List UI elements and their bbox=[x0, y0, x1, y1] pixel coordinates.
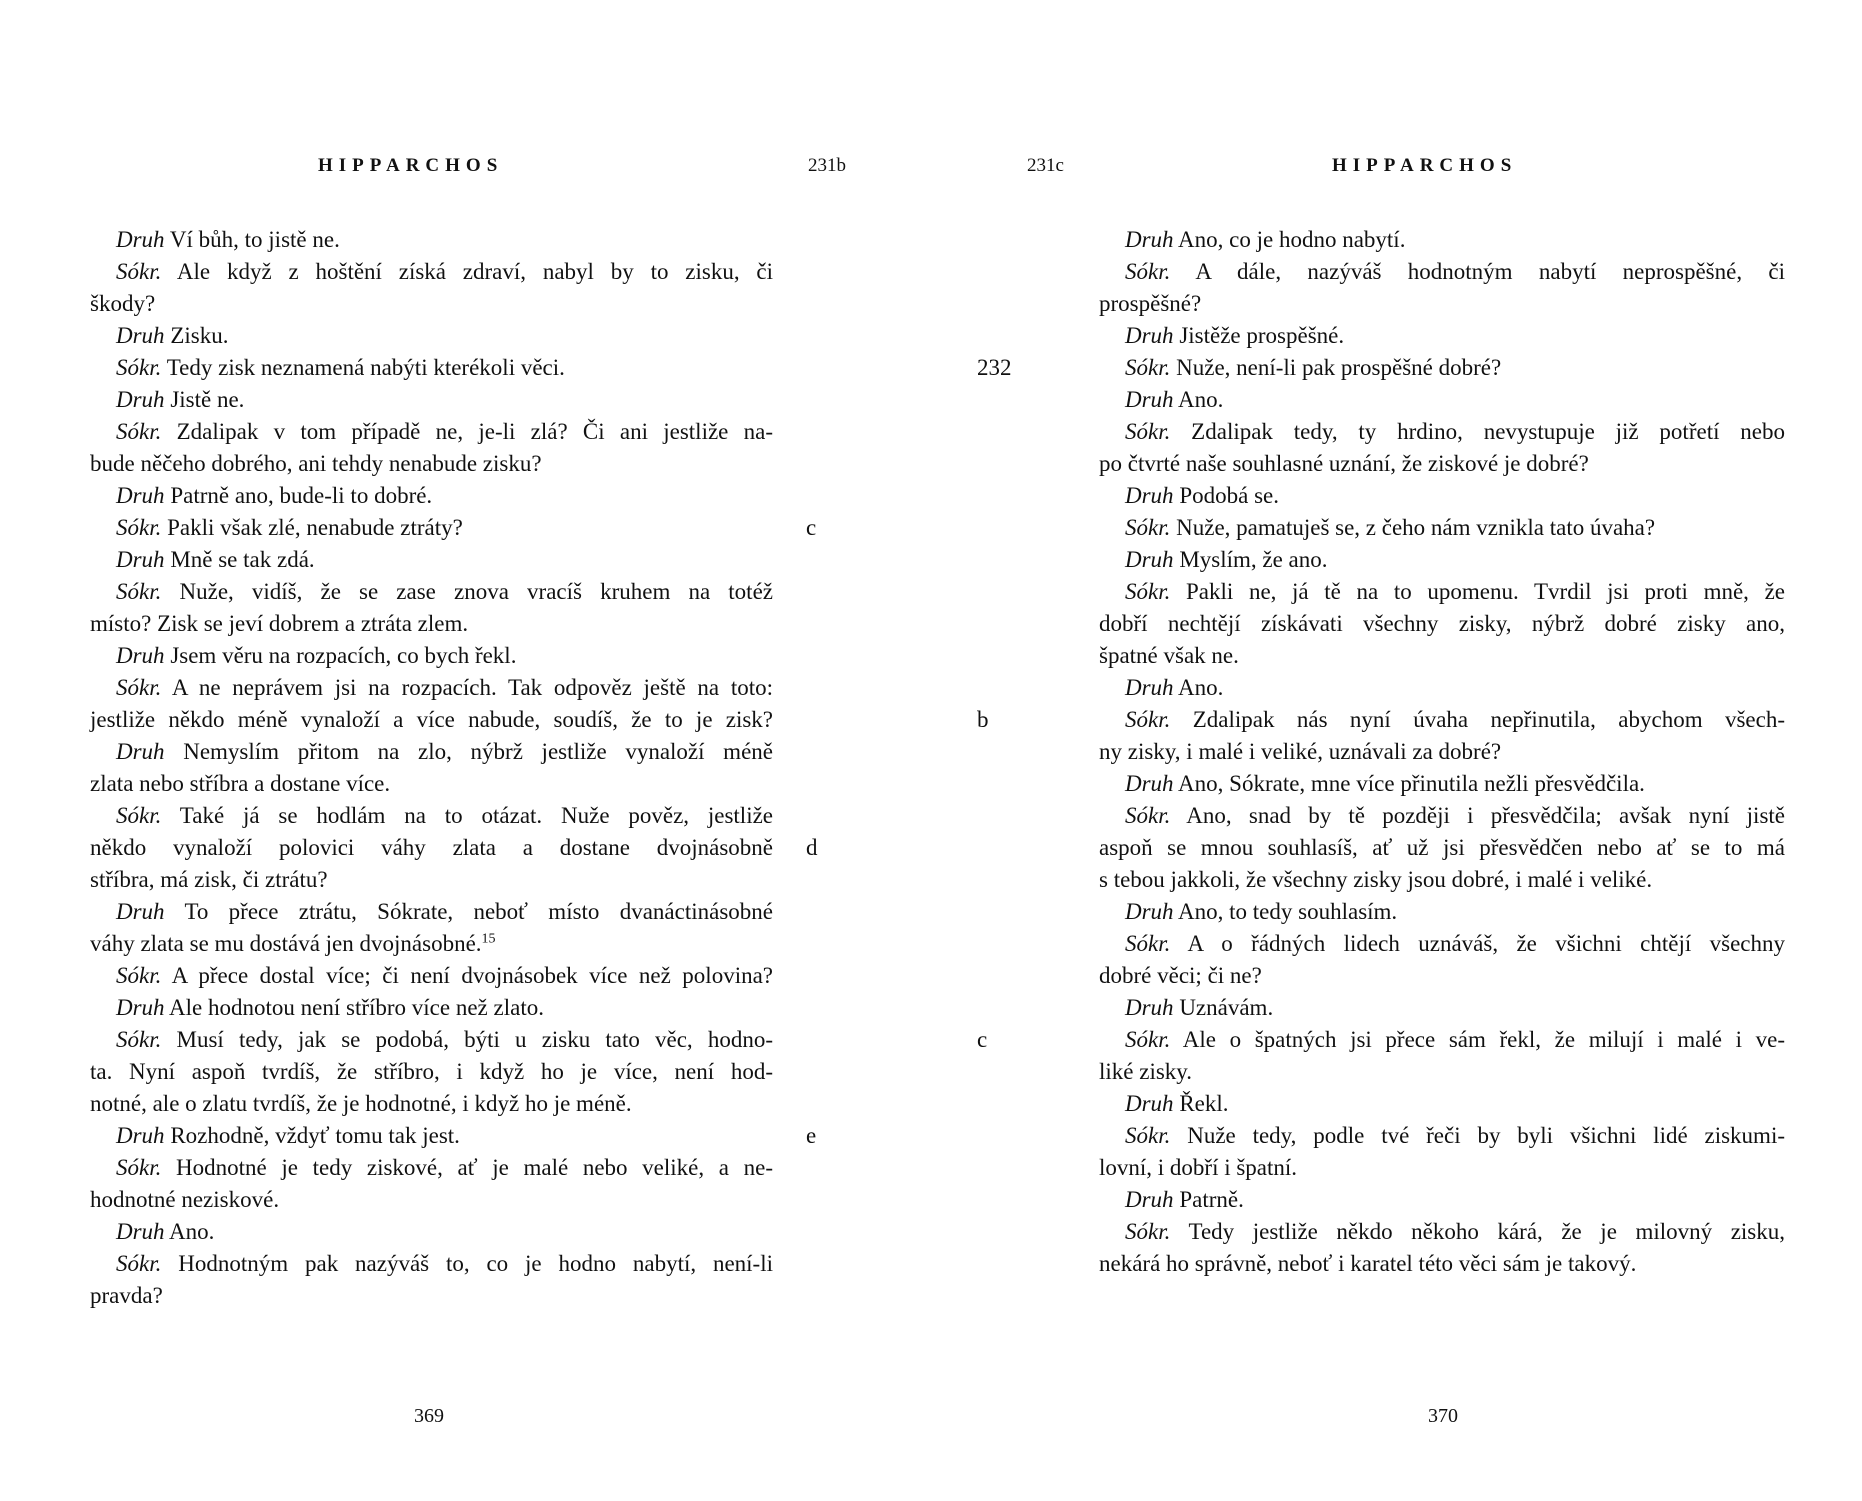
text-line bbox=[90, 320, 773, 352]
text-line bbox=[1099, 960, 1785, 992]
text-line bbox=[90, 448, 773, 480]
text-line bbox=[1099, 224, 1785, 256]
speaker-name: Druh bbox=[116, 995, 165, 1020]
speaker-name: Druh bbox=[1125, 483, 1174, 508]
text-line bbox=[90, 704, 773, 736]
text-line bbox=[1099, 384, 1785, 416]
text-line bbox=[1099, 800, 1785, 832]
speaker-name: Druh bbox=[116, 483, 165, 508]
stephanus-margin-marker: 232 bbox=[977, 355, 1012, 380]
line-text: pravda? bbox=[90, 1283, 163, 1308]
text-line bbox=[1099, 1216, 1785, 1248]
line-text: Ano. bbox=[164, 1219, 215, 1244]
text-line bbox=[90, 480, 773, 512]
line-text: škody? bbox=[90, 291, 156, 316]
dialogue-text bbox=[90, 224, 818, 1312]
line-text: Pakli však zlé, nenabude ztráty? bbox=[161, 515, 463, 540]
speaker-name: Druh bbox=[1125, 771, 1174, 796]
line-text: Hodnotné je tedy ziskové, ať je malé nebo veliké, a ne- bbox=[161, 1155, 773, 1180]
text-line bbox=[90, 800, 773, 832]
text-line bbox=[1099, 1056, 1785, 1088]
page-number: 369 bbox=[414, 1405, 444, 1427]
text-line bbox=[1099, 1248, 1785, 1280]
speaker-name: Sókr. bbox=[1125, 1027, 1171, 1052]
line-text: Ano, snad by tě později i přesvědčila; avšak nyní jistě bbox=[1170, 803, 1785, 828]
line-text: Uznávám. bbox=[1173, 995, 1274, 1020]
line-text: Hodnotným pak nazýváš to, co je hodno nabytí, není-li bbox=[161, 1251, 773, 1276]
line-text: dobří nechtějí získávati všechny zisky, nýbrž dobré zisky ano, bbox=[1099, 611, 1785, 636]
speaker-name: Sókr. bbox=[116, 355, 162, 380]
text-line bbox=[90, 832, 818, 864]
line-text: váhy zlata se mu dostává jen dvojnásobné. bbox=[90, 931, 482, 956]
text-line bbox=[1099, 736, 1785, 768]
stephanus-marker: 231c bbox=[1027, 155, 1064, 176]
text-line bbox=[1099, 1184, 1785, 1216]
page-number: 370 bbox=[1428, 1405, 1458, 1427]
text-line bbox=[90, 1280, 773, 1312]
line-text: Zdalipak tedy, ty hrdino, nevystupuje již potřetí nebo bbox=[1170, 419, 1785, 444]
text-line bbox=[1099, 448, 1785, 480]
line-text: Mně se tak zdá. bbox=[164, 547, 315, 572]
text-line bbox=[1099, 320, 1785, 352]
text-line bbox=[1099, 992, 1785, 1024]
text-line bbox=[1099, 864, 1785, 896]
stephanus-margin-marker: d bbox=[806, 835, 818, 860]
speaker-name: Sókr. bbox=[1125, 931, 1171, 956]
text-line bbox=[90, 736, 773, 768]
line-text: Zdalipak nás nyní úvaha nepřinutila, abychom všech- bbox=[1170, 707, 1785, 732]
text-line bbox=[90, 768, 773, 800]
text-line bbox=[1099, 576, 1785, 608]
line-text: s tebou jakkoli, že všechny zisky jsou dobré, i malé i veliké. bbox=[1099, 867, 1653, 892]
line-text: Nuže, pamatuješ se, z čeho nám vznikla tato úvaha? bbox=[1170, 515, 1656, 540]
line-text: prospěšné? bbox=[1099, 291, 1202, 316]
speaker-name: Sókr. bbox=[1125, 355, 1171, 380]
speaker-name: Druh bbox=[116, 547, 165, 572]
line-text: Nemyslím přitom na zlo, nýbrž jestliže vynaloží méně bbox=[164, 739, 773, 764]
text-line bbox=[1099, 640, 1785, 672]
text-line bbox=[90, 608, 773, 640]
line-text: někdo vynaloží polovici váhy zlata a dostane dvojnásobně bbox=[90, 835, 773, 860]
speaker-name: Sókr. bbox=[116, 1027, 162, 1052]
text-line bbox=[1099, 1088, 1785, 1120]
line-text: Ano. bbox=[1173, 675, 1224, 700]
text-line bbox=[977, 704, 1785, 736]
line-text: Zisku. bbox=[164, 323, 229, 348]
text-line bbox=[90, 544, 773, 576]
text-line bbox=[90, 928, 773, 960]
speaker-name: Sókr. bbox=[116, 1251, 162, 1276]
speaker-name: Druh bbox=[1125, 675, 1174, 700]
line-text: Jistě ne. bbox=[164, 387, 245, 412]
text-line bbox=[90, 960, 773, 992]
line-text: A dále, nazýváš hodnotným nabytí neprospěšné, či bbox=[1170, 259, 1785, 284]
text-line bbox=[90, 1088, 773, 1120]
text-line bbox=[1099, 1120, 1785, 1152]
speaker-name: Druh bbox=[1125, 1187, 1174, 1212]
text-line bbox=[90, 224, 773, 256]
text-line bbox=[1099, 608, 1785, 640]
text-line bbox=[90, 512, 817, 544]
line-text: Ví bůh, to jistě ne. bbox=[164, 227, 340, 252]
line-text: ny zisky, i malé i veliké, uznávali za dobré? bbox=[1099, 739, 1502, 764]
text-line bbox=[90, 384, 773, 416]
speaker-name: Druh bbox=[116, 387, 165, 412]
running-head: HIPPARCHOS bbox=[318, 155, 504, 176]
text-line bbox=[977, 352, 1785, 384]
line-text: To přece ztrátu, Sókrate, neboť místo dvanáctinásobné bbox=[164, 899, 773, 924]
line-text: Ano. bbox=[1173, 387, 1224, 412]
speaker-name: Sókr. bbox=[1125, 515, 1171, 540]
text-line bbox=[977, 1024, 1785, 1056]
text-line bbox=[90, 1216, 773, 1248]
line-text: Patrně ano, bude-li to dobré. bbox=[164, 483, 433, 508]
line-text: nekárá ho správně, neboť i karatel této věci sám je takový. bbox=[1099, 1251, 1637, 1276]
line-text: notné, ale o zlatu tvrdíš, že je hodnotné, i když ho je méně. bbox=[90, 1091, 632, 1116]
speaker-name: Sókr. bbox=[1125, 1219, 1171, 1244]
speaker-name: Druh bbox=[116, 643, 165, 668]
speaker-name: Druh bbox=[1125, 323, 1174, 348]
line-text: hodnotné neziskové. bbox=[90, 1187, 280, 1212]
line-text: liké zisky. bbox=[1099, 1059, 1193, 1084]
line-text: Jistěže prospěšné. bbox=[1173, 323, 1345, 348]
speaker-name: Sókr. bbox=[116, 579, 162, 604]
line-text: Nuže tedy, podle tvé řeči by byli všichni lidé ziskumi- bbox=[1170, 1123, 1785, 1148]
line-text: Nuže, vidíš, že se zase znova vracíš kruhem na totéž bbox=[161, 579, 773, 604]
text-line bbox=[90, 288, 773, 320]
text-line bbox=[90, 256, 773, 288]
line-text: Zdalipak v tom případě ne, je-li zlá? Či ani jestliže na- bbox=[161, 419, 773, 444]
line-text: ta. Nyní aspoň tvrdíš, že stříbro, i když ho je více, není hod- bbox=[90, 1059, 773, 1084]
speaker-name: Sókr. bbox=[1125, 707, 1171, 732]
line-text: Myslím, že ano. bbox=[1173, 547, 1328, 572]
text-line bbox=[1099, 928, 1785, 960]
text-line bbox=[90, 1184, 773, 1216]
line-text: Pakli ne, já tě na to upomenu. Tvrdil jsi proti mně, že bbox=[1170, 579, 1785, 604]
line-text: místo? Zisk se jeví dobrem a ztráta zlem. bbox=[90, 611, 469, 636]
line-text: Nuže, není-li pak prospěšné dobré? bbox=[1170, 355, 1502, 380]
text-line bbox=[1099, 480, 1785, 512]
text-line bbox=[1099, 768, 1785, 800]
line-text: jestliže někdo méně vynaloží a více nabude, soudíš, že to je zisk? bbox=[90, 707, 773, 732]
text-line bbox=[90, 640, 773, 672]
speaker-name: Sókr. bbox=[116, 419, 162, 444]
line-text: zlata nebo stříbra a dostane více. bbox=[90, 771, 391, 796]
line-text: Ale o špatných jsi přece sám řekl, že milují i malé i ve- bbox=[1170, 1027, 1785, 1052]
line-text: A přece dostal více; či není dvojnásobek více než polovina? bbox=[161, 963, 773, 988]
stephanus-margin-marker: b bbox=[977, 707, 989, 732]
text-line bbox=[1099, 832, 1785, 864]
text-line bbox=[90, 1120, 817, 1152]
speaker-name: Druh bbox=[116, 227, 165, 252]
speaker-name: Sókr. bbox=[116, 259, 162, 284]
text-line bbox=[90, 576, 773, 608]
speaker-name: Sókr. bbox=[1125, 419, 1171, 444]
text-line bbox=[90, 864, 773, 896]
line-text: špatné však ne. bbox=[1099, 643, 1239, 668]
speaker-name: Druh bbox=[116, 323, 165, 348]
line-text: Musí tedy, jak se podobá, býti u zisku tato věc, hodno- bbox=[161, 1027, 773, 1052]
line-text: A ne neprávem jsi na rozpacích. Tak odpověz ještě na toto: bbox=[161, 675, 773, 700]
text-line bbox=[90, 1024, 773, 1056]
speaker-name: Druh bbox=[116, 899, 165, 924]
speaker-name: Sókr. bbox=[116, 963, 162, 988]
speaker-name: Sókr. bbox=[1125, 259, 1171, 284]
speaker-name: Druh bbox=[116, 1219, 165, 1244]
text-line bbox=[90, 896, 773, 928]
speaker-name: Druh bbox=[1125, 995, 1174, 1020]
speaker-name: Druh bbox=[1125, 1091, 1174, 1116]
text-line bbox=[1099, 672, 1785, 704]
speaker-name: Sókr. bbox=[116, 1155, 162, 1180]
speaker-name: Sókr. bbox=[1125, 579, 1171, 604]
speaker-name: Druh bbox=[116, 1123, 165, 1148]
text-line bbox=[90, 672, 773, 704]
line-text: Ano, co je hodno nabytí. bbox=[1173, 227, 1406, 252]
right-page bbox=[931, 0, 1862, 1501]
speaker-name: Sókr. bbox=[116, 515, 162, 540]
line-text: aspoň se mnou souhlasíš, ať už jsi přesvědčen nebo ať se to má bbox=[1099, 835, 1785, 860]
stephanus-margin-marker: c bbox=[806, 515, 817, 540]
running-head: HIPPARCHOS bbox=[1332, 155, 1518, 176]
line-text: dobré věci; či ne? bbox=[1099, 963, 1262, 988]
line-text: Ale když z hoštění získá zdraví, nabyl by to zisku, či bbox=[161, 259, 773, 284]
speaker-name: Sókr. bbox=[116, 675, 162, 700]
speaker-name: Druh bbox=[1125, 547, 1174, 572]
footnote-ref[interactable]: 15 bbox=[481, 931, 496, 947]
text-line bbox=[1099, 544, 1785, 576]
text-line bbox=[90, 1056, 773, 1088]
text-line bbox=[1099, 1152, 1785, 1184]
speaker-name: Sókr. bbox=[1125, 803, 1171, 828]
line-text: po čtvrté naše souhlasné uznání, že ziskové je dobré? bbox=[1099, 451, 1589, 476]
speaker-name: Druh bbox=[1125, 899, 1174, 924]
text-line bbox=[1099, 256, 1785, 288]
line-text: A o řádných lidech uznáváš, že všichni chtějí všechny bbox=[1170, 931, 1785, 956]
line-text: stříbra, má zisk, či ztrátu? bbox=[90, 867, 328, 892]
line-text: Řekl. bbox=[1173, 1091, 1229, 1116]
line-text: Rozhodně, vždyť tomu tak jest. bbox=[164, 1123, 460, 1148]
text-line bbox=[1099, 896, 1785, 928]
line-text: Tedy jestliže někdo někoho kárá, že je milovný zisku, bbox=[1170, 1219, 1785, 1244]
text-line bbox=[90, 1248, 773, 1280]
line-text: Ale hodnotou není stříbro více než zlato. bbox=[164, 995, 544, 1020]
line-text: Podobá se. bbox=[1173, 483, 1279, 508]
line-text: Jsem věru na rozpacích, co bych řekl. bbox=[164, 643, 517, 668]
line-text: lovní, i dobří i špatní. bbox=[1099, 1155, 1298, 1180]
line-text: Ano, to tedy souhlasím. bbox=[1173, 899, 1398, 924]
speaker-name: Druh bbox=[116, 739, 165, 764]
line-text: Tedy zisk neznamená nabýti kterékoli věci. bbox=[161, 355, 565, 380]
text-line bbox=[1099, 288, 1785, 320]
speaker-name: Druh bbox=[1125, 387, 1174, 412]
text-line bbox=[90, 1152, 773, 1184]
text-line bbox=[90, 352, 773, 384]
line-text: bude něčeho dobrého, ani tehdy nenabude zisku? bbox=[90, 451, 542, 476]
dialogue-text bbox=[977, 224, 1785, 1280]
text-line bbox=[90, 416, 773, 448]
speaker-name: Sókr. bbox=[1125, 1123, 1171, 1148]
speaker-name: Druh bbox=[1125, 227, 1174, 252]
stephanus-margin-marker: c bbox=[977, 1027, 988, 1052]
text-line bbox=[1099, 416, 1785, 448]
line-text: Také já se hodlám na to otázat. Nuže pověz, jestliže bbox=[161, 803, 773, 828]
text-line bbox=[1099, 512, 1785, 544]
line-text: Ano, Sókrate, mne více přinutila nežli přesvědčila. bbox=[1173, 771, 1645, 796]
stephanus-marker: 231b bbox=[808, 155, 846, 176]
line-text: Patrně. bbox=[1173, 1187, 1244, 1212]
stephanus-margin-marker: e bbox=[806, 1123, 817, 1148]
text-line bbox=[90, 992, 773, 1024]
speaker-name: Sókr. bbox=[116, 803, 162, 828]
